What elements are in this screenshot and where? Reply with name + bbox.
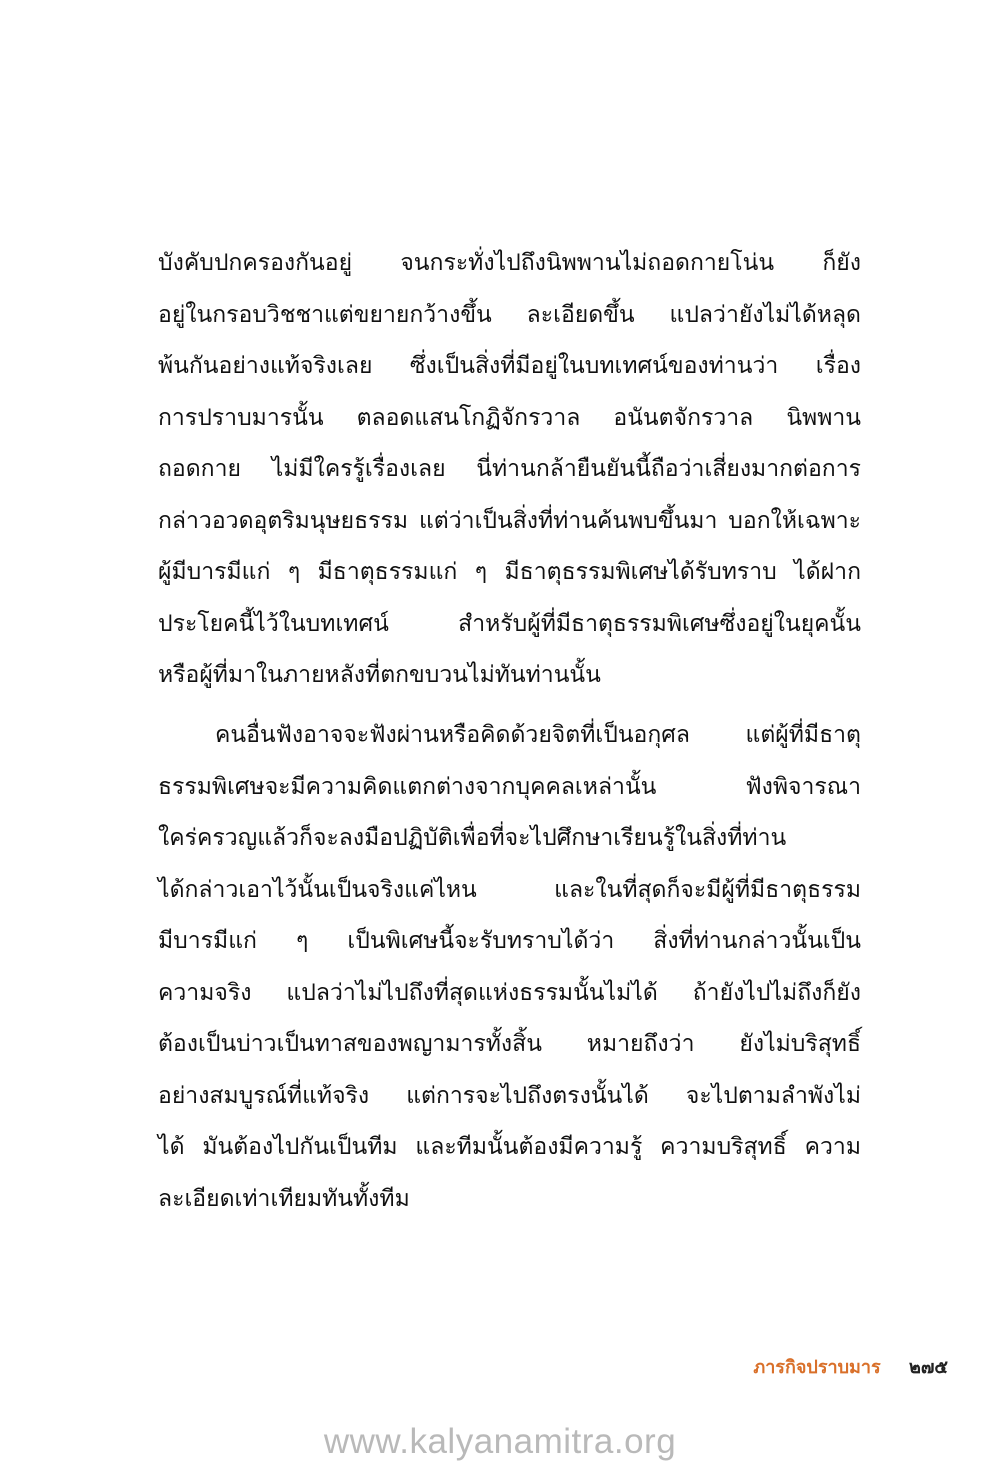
body-paragraph-2: [158, 710, 861, 1225]
paragraph-line: ประโยคนี้ไว้ในบทเทศน์ สำหรับผู้ที่มีธาตุธรรมพิเศษซึ่งอยู่ในยุคนั้น: [158, 610, 861, 637]
page-number: ๒๗๕: [908, 1357, 948, 1378]
paragraph-line: การปราบมารนั้น ตลอดแสนโกฏิจักรวาล อนันตจักรวาล นิพพาน: [158, 404, 861, 431]
paragraph-line: บังคับปกครองกันอยู่ จนกระทั่งไปถึงนิพพานไม่ถอดกายโน่น ก็ยัง: [158, 250, 861, 276]
paragraph-line: คนอื่นฟังอาจจะฟังผ่านหรือคิดด้วยจิตที่เป็นอกุศล แต่ผู้ที่มีธาตุ: [215, 722, 861, 748]
paragraph-line: ต้องเป็นบ่าวเป็นทาสของพญามารทั้งสิ้น หมายถึงว่า ยังไม่บริสุทธิ์: [158, 1031, 861, 1057]
paragraph-line: ถอดกาย ไม่มีใครรู้เรื่องเลย นี่ท่านกล้ายืนยันนี้ถือว่าเสี่ยงมากต่อการ: [158, 456, 861, 482]
book-title: ภารกิจปราบมาร: [753, 1357, 881, 1378]
paragraph-line: ละเอียดเท่าเทียมทันทั้งทีม: [158, 1185, 410, 1212]
paragraph-line: หรือผู้ที่มาในภายหลังที่ตกขบวนไม่ทันท่านนั้น: [158, 662, 601, 688]
paragraph-line: กล่าวอวดอุตริมนุษยธรรม แต่ว่าเป็นสิ่งที่ท่านค้นพบขึ้นมา บอกให้เฉพาะ: [158, 507, 861, 534]
paragraph-line: มีบารมีแก่ ๆ เป็นพิเศษนี้จะรับทราบได้ว่า สิ่งที่ท่านกล่าวนั้นเป็น: [158, 928, 861, 954]
paragraph-line: ความจริง แปลว่าไม่ไปถึงที่สุดแห่งธรรมนั้นไม่ได้ ถ้ายังไปไม่ถึงก็ยัง: [158, 979, 861, 1006]
body-paragraph-1: [158, 238, 861, 702]
paragraph-line: ใคร่ครวญแล้วก็จะลงมือปฏิบัติเพื่อที่จะไปศึกษาเรียนรู้ในสิ่งที่ท่าน: [158, 825, 787, 851]
paragraph-line: ได้ มันต้องไปกันเป็นทีม และทีมนั้นต้องมีความรู้ ความบริสุทธิ์ ความ: [158, 1134, 861, 1160]
paragraph-line: ผู้มีบารมีแก่ ๆ มีธาตุธรรมแก่ ๆ มีธาตุธรรมพิเศษได้รับทราบ ได้ฝาก: [158, 559, 861, 585]
paragraph-line: อยู่ในกรอบวิชชาแต่ขยายกว้างขึ้น ละเอียดขึ้น แปลว่ายังไม่ได้หลุด: [158, 301, 861, 328]
paragraph-line: พ้นกันอย่างแท้จริงเลย ซึ่งเป็นสิ่งที่มีอยู่ในบทเทศน์ของท่านว่า เรื่อง: [158, 353, 861, 379]
page-footer: [753, 1352, 948, 1381]
paragraph-line: ได้กล่าวเอาไว้นั้นเป็นจริงแค่ไหน และในที่สุดก็จะมีผู้ที่มีธาตุธรรม: [158, 876, 861, 903]
paragraph-line: อย่างสมบูรณ์ที่แท้จริง แต่การจะไปถึงตรงนั้นได้ จะไปตามลำพังไม่: [158, 1082, 861, 1109]
watermark-url: www.kalyanamitra.org: [323, 1422, 677, 1461]
paragraph-line: ธรรมพิเศษจะมีความคิดแตกต่างจากบุคคลเหล่านั้น ฟังพิจารณา: [158, 773, 861, 800]
